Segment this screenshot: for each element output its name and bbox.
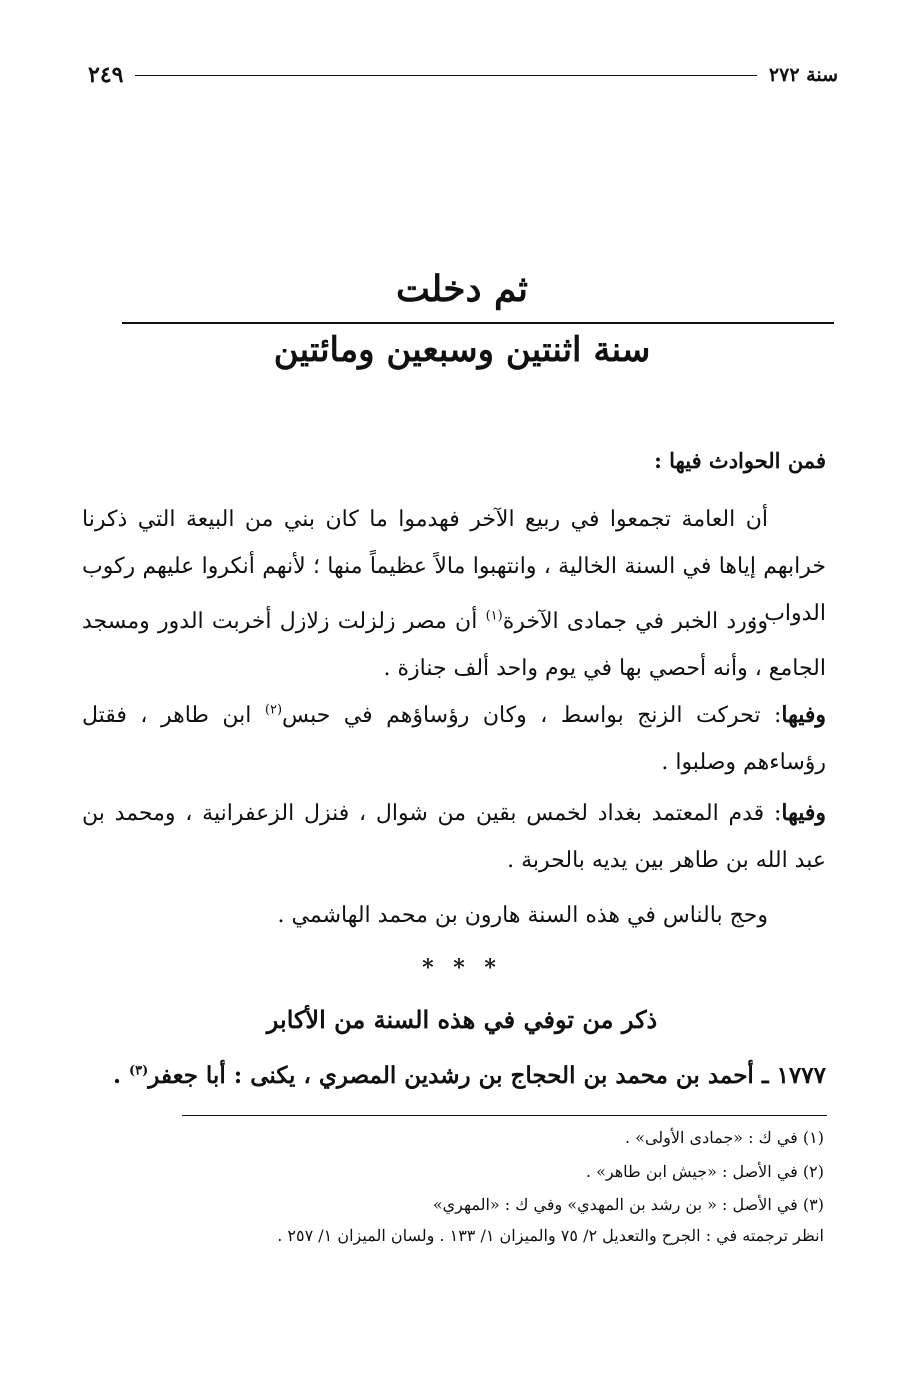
biography-entry-end: . [112, 1062, 129, 1089]
footnote-ref-1: (١) [485, 608, 503, 624]
footnote-ref-3: (٣) [128, 1063, 149, 1079]
footnote-ref-2: (٢) [264, 702, 283, 718]
paragraph-2 [82, 598, 826, 692]
paragraph-5 [82, 892, 826, 939]
chapter-heading-line1: ثم دخلت [395, 268, 529, 310]
running-header [88, 60, 838, 90]
paragraph-3-text-a: : تحركت الزنج بواسط ، وكان رؤساؤهم في حبس [282, 703, 782, 728]
chapter-heading-rule [122, 322, 834, 324]
footnote-2: (٢) في الأصل : «جيش ابن طاهر» . [585, 1162, 824, 1181]
footnote-rule [182, 1115, 827, 1116]
paragraph-2-text-a: وورد الخبر في جمادى الآخرة [502, 609, 768, 634]
biography-entry [82, 1062, 826, 1089]
paragraph-3-lead: وفيها [781, 702, 826, 728]
footnote-3-continuation: انظر ترجمته في : الجرح والتعديل ٢/ ٧٥ والميزان ١/ ١٣٣ . ولسان الميزان ١/ ٢٥٧ . [277, 1226, 824, 1245]
footnote-3: (٣) في الأصل : « بن رشد بن المهدي» وفي ك : «المهري» [432, 1195, 824, 1214]
running-header-rule [135, 75, 756, 76]
paragraph-2-text-b: أن مصر زلزلت زلازل أخربت الدور ومسجد الجامع ، وأنه أحصي بها في يوم واحد ألف جنازة . [82, 609, 826, 681]
paragraph-3 [82, 692, 826, 786]
footnote-1: (١) في ك : «جمادى الأولى» . [625, 1128, 824, 1147]
biography-entry-text: ١٧٧٧ ـ أحمد بن محمد بن الحجاج بن رشدين المصري ، يكنى : أبا جعفر [148, 1062, 826, 1089]
paragraph-4 [82, 790, 826, 884]
page-number: ٢٤٩ [88, 62, 124, 88]
section-divider-stars: * * * [422, 955, 502, 981]
section-heading: ذكر من توفي في هذه السنة من الأكابر [266, 1005, 658, 1034]
paragraph-4-text: : قدم المعتمد بغداد لخمس بقين من شوال ، فنزل الزعفرانية ، ومحمد بن عبد الله بن طاهر بين يديه بالحربة . [82, 801, 826, 873]
paragraph-3-text-b: ابن طاهر ، فقتل رؤساءهم وصلبوا . [82, 703, 826, 775]
paragraph-1-text: أن العامة تجمعوا في ربيع الآخر فهدموا ما كان بني من البيعة التي ذكرنا خرابهم إياها في السنة الخالية ، وانتهبوا مالاً عظيماً منها ؛ لأنهم أنكروا عليهم ركوب الدواب . [82, 507, 826, 626]
events-intro: فمن الحوادث فيها : [654, 448, 826, 473]
paragraph-5-text: وحج بالناس في هذه السنة هارون بن محمد الهاشمي . [277, 903, 768, 928]
running-header-year: سنة ٢٧٢ [768, 64, 838, 86]
paragraph-4-lead: وفيها [781, 800, 826, 826]
chapter-heading-line2: سنة اثنتين وسبعين ومائتين [273, 330, 651, 370]
